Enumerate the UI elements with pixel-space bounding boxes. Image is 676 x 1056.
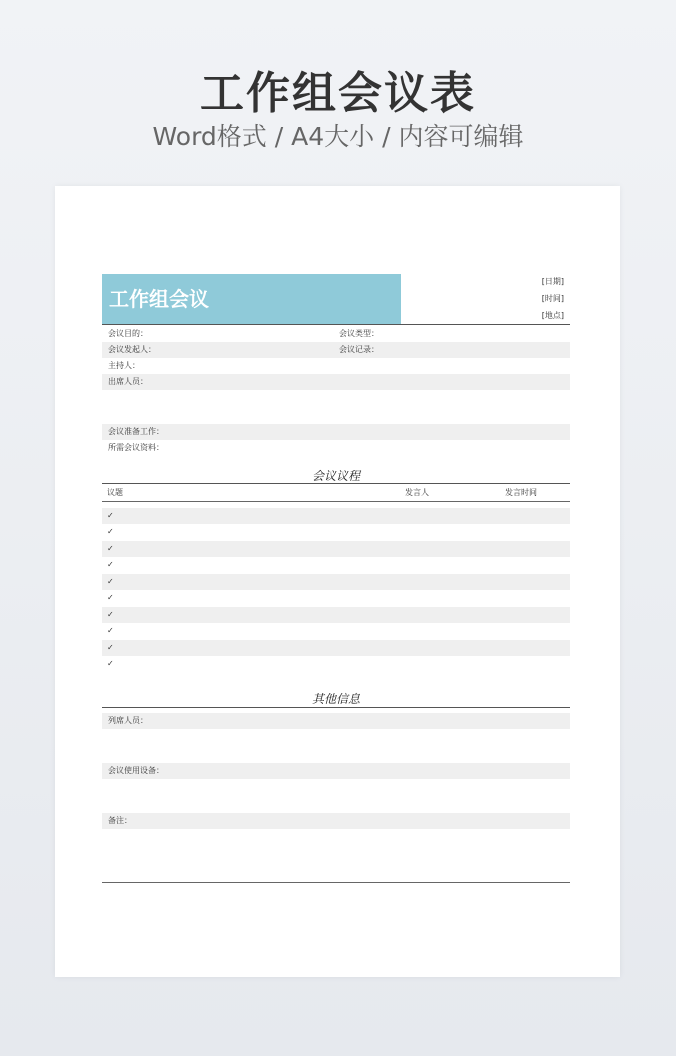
check-icon: ✓ xyxy=(107,610,114,619)
place-field[interactable]: [地点] xyxy=(541,311,564,320)
check-icon: ✓ xyxy=(107,527,114,536)
agenda-item[interactable] xyxy=(102,656,570,672)
agenda-item[interactable] xyxy=(102,623,570,639)
agenda-top-divider xyxy=(102,483,570,484)
agenda-header-divider xyxy=(102,501,570,502)
materials-label[interactable]: 所需会议资料： xyxy=(108,443,164,452)
info-row-initiator xyxy=(102,342,570,358)
check-icon: ✓ xyxy=(107,659,114,668)
info-row-host xyxy=(102,358,570,374)
agenda-item[interactable] xyxy=(102,640,570,656)
agenda-col-time: 发言时间 xyxy=(505,488,537,497)
agenda-item[interactable] xyxy=(102,524,570,540)
agenda-item[interactable] xyxy=(102,557,570,573)
equipment-label[interactable]: 会议使用设备： xyxy=(108,766,164,775)
agenda-item[interactable] xyxy=(102,508,570,524)
check-icon: ✓ xyxy=(107,544,114,553)
agenda-item[interactable] xyxy=(102,590,570,606)
footer-divider xyxy=(102,882,570,883)
info-row-materials xyxy=(102,440,570,456)
check-icon: ✓ xyxy=(107,593,114,602)
recorder-label[interactable]: 会议记录： xyxy=(339,345,379,354)
equipment-row xyxy=(102,763,570,779)
title-banner xyxy=(102,274,401,324)
notes-label[interactable]: 备注： xyxy=(108,816,132,825)
notes-row xyxy=(102,813,570,829)
check-icon: ✓ xyxy=(107,643,114,652)
attendees-label[interactable]: 出席人员： xyxy=(108,377,148,386)
agenda-item[interactable] xyxy=(102,607,570,623)
date-field[interactable]: [日期] xyxy=(541,277,564,286)
info-row-preparation xyxy=(102,424,570,440)
agenda-header-row xyxy=(102,485,570,501)
other-info-divider xyxy=(102,707,570,708)
document-title: 工作组会议 xyxy=(109,287,209,311)
host-label[interactable]: 主持人： xyxy=(108,361,140,370)
type-label[interactable]: 会议类型： xyxy=(339,329,379,338)
guests-row xyxy=(102,713,570,729)
guests-label[interactable]: 列席人员： xyxy=(108,716,148,725)
header-divider xyxy=(102,324,570,325)
agenda-heading: 会议议程 xyxy=(311,469,360,483)
time-field[interactable]: [时间] xyxy=(541,294,564,303)
other-info-heading: 其他信息 xyxy=(311,692,360,706)
check-icon: ✓ xyxy=(107,560,114,569)
preparation-label[interactable]: 会议准备工作： xyxy=(108,427,164,436)
info-row-attendees xyxy=(102,374,570,390)
agenda-col-topic: 议题 xyxy=(107,488,123,497)
check-icon: ✓ xyxy=(107,626,114,635)
agenda-col-speaker: 发言人 xyxy=(405,488,429,497)
agenda-item[interactable] xyxy=(102,541,570,557)
agenda-item[interactable] xyxy=(102,574,570,590)
document-page xyxy=(55,186,620,977)
initiator-label[interactable]: 会议发起人： xyxy=(108,345,156,354)
check-icon: ✓ xyxy=(107,577,114,586)
purpose-label[interactable]: 会议目的： xyxy=(108,329,148,338)
page-title: 工作组会议表 xyxy=(200,68,476,119)
page-subtitle: Word格式 / A4大小 / 内容可编辑 xyxy=(152,122,524,151)
check-icon: ✓ xyxy=(107,511,114,520)
info-row-purpose xyxy=(102,326,570,342)
